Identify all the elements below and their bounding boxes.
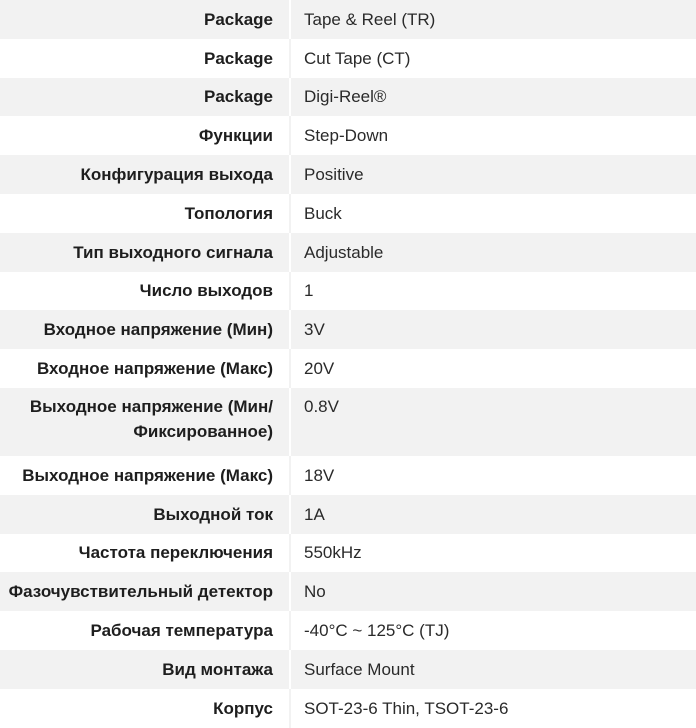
table-row	[0, 388, 696, 456]
spec-value: 3V	[290, 310, 696, 349]
spec-value: No	[290, 572, 696, 611]
spec-label: Рабочая температура	[0, 611, 290, 650]
spec-value: Cut Tape (CT)	[290, 39, 696, 78]
spec-label: Число выходов	[0, 272, 290, 311]
table-row	[0, 194, 696, 233]
spec-value: 1	[290, 272, 696, 311]
spec-value: 20V	[290, 349, 696, 388]
spec-label: Топология	[0, 194, 290, 233]
spec-value: Digi-Reel®	[290, 78, 696, 117]
table-row	[0, 611, 696, 650]
spec-label: Функции	[0, 116, 290, 155]
spec-value: 18V	[290, 456, 696, 495]
table-row	[0, 572, 696, 611]
table-row	[0, 349, 696, 388]
spec-value: Adjustable	[290, 233, 696, 272]
spec-value: -40°C ~ 125°C (TJ)	[290, 611, 696, 650]
spec-value: Buck	[290, 194, 696, 233]
spec-value: SOT-23-6 Thin, TSOT-23-6	[290, 689, 696, 728]
spec-value: 0.8V	[290, 388, 696, 456]
spec-label: Выходное напряжение (Мин/ Фиксированное)	[0, 388, 290, 456]
table-row	[0, 233, 696, 272]
spec-value: 1A	[290, 495, 696, 534]
spec-label: Конфигурация выхода	[0, 155, 290, 194]
spec-label: Выходной ток	[0, 495, 290, 534]
spec-label: Package	[0, 78, 290, 117]
table-row	[0, 534, 696, 573]
spec-label: Корпус	[0, 689, 290, 728]
table-row	[0, 456, 696, 495]
table-row	[0, 78, 696, 117]
spec-label: Фазочувствительный детектор	[0, 572, 290, 611]
table-row	[0, 116, 696, 155]
table-row	[0, 39, 696, 78]
spec-value: Positive	[290, 155, 696, 194]
table-row	[0, 0, 696, 39]
spec-value: 550kHz	[290, 534, 696, 573]
spec-label: Package	[0, 39, 290, 78]
spec-label: Входное напряжение (Макс)	[0, 349, 290, 388]
spec-value: Step-Down	[290, 116, 696, 155]
spec-label: Входное напряжение (Мин)	[0, 310, 290, 349]
table-row	[0, 495, 696, 534]
spec-label: Тип выходного сигнала	[0, 233, 290, 272]
table-row	[0, 310, 696, 349]
spec-label: Частота переключения	[0, 534, 290, 573]
table-row	[0, 155, 696, 194]
spec-label: Вид монтажа	[0, 650, 290, 689]
table-row	[0, 272, 696, 311]
table-row	[0, 650, 696, 689]
spec-label: Package	[0, 0, 290, 39]
spec-label: Выходное напряжение (Макс)	[0, 456, 290, 495]
table-row	[0, 689, 696, 728]
spec-value: Surface Mount	[290, 650, 696, 689]
spec-value: Tape & Reel (TR)	[290, 0, 696, 39]
